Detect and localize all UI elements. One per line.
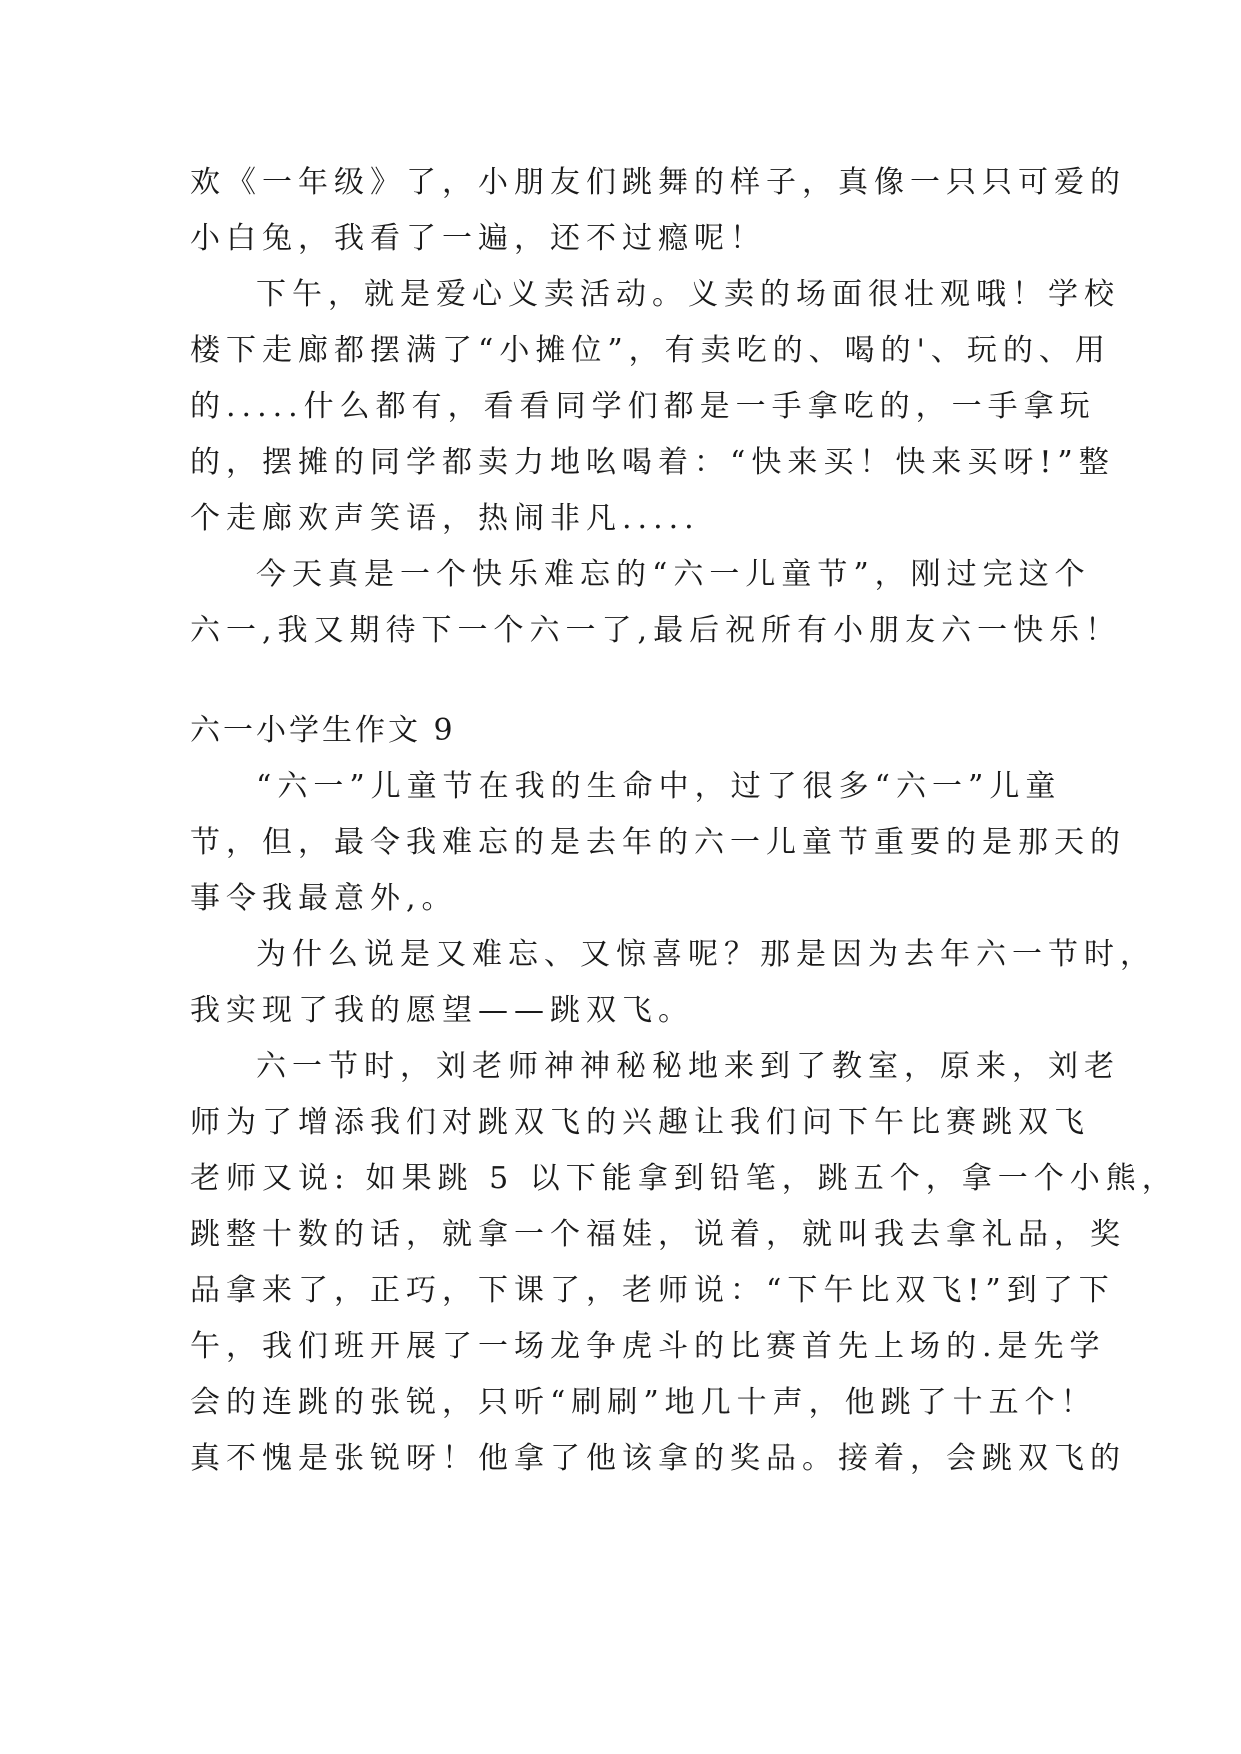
- text-line: 真不愧是张锐呀！他拿了他该拿的奖品。接着，会跳双飞的: [190, 1441, 1126, 1476]
- section-gap: [190, 659, 1060, 703]
- text-line: 节，但，最令我难忘的是去年的六一儿童节重要的是那天的: [190, 825, 1126, 860]
- document-page: [190, 155, 1178, 1487]
- text-line: 六一节时，刘老师神神秘秘地来到了教室，原来，刘老: [256, 1049, 1120, 1084]
- text-line: 欢《一年级》了，小朋友们跳舞的样子，真像一只只可爱的: [190, 165, 1126, 200]
- text-line: 师为了增添我们对跳双飞的兴趣让我们问下午比赛跳双飞: [190, 1105, 1090, 1140]
- text-line: 下午，就是爱心义卖活动。义卖的场面很壮观哦！学校: [256, 277, 1120, 312]
- text-line: “六一”儿童节在我的生命中，过了很多“六一”儿童: [256, 769, 1062, 804]
- section-title: 六一小学生作文 9: [190, 713, 456, 748]
- text-line: 六一,我又期待下一个六一了,最后祝所有小朋友六一快乐！: [190, 613, 1122, 648]
- text-line: 品拿来了，正巧，下课了，老师说：“下午比双飞!”到了下: [190, 1273, 1115, 1308]
- text-line: 小白兔，我看了一遍，还不过瘾呢！: [190, 221, 766, 256]
- text-line: 我实现了我的愿望——跳双飞。: [190, 993, 694, 1028]
- text-line: 老师又说: 如果跳 5 以下能拿到铅笔，跳五个，拿一个小熊，: [190, 1161, 1178, 1196]
- text-line: 为什么说是又难忘、又惊喜呢？那是因为去年六一节时，: [256, 937, 1156, 972]
- text-line: 的，摆摊的同学都卖力地吆喝着：“快来买！快来买呀!”整: [190, 445, 1115, 480]
- text-line: 会的连跳的张锐，只听“刷刷”地几十声，他跳了十五个！: [190, 1385, 1097, 1420]
- text-line: 楼下走廊都摆满了“小摊位”，有卖吃的、喝的'、玩的、用: [190, 333, 1111, 368]
- text-line: 今天真是一个快乐难忘的“六一儿童节”，刚过完这个: [256, 557, 1091, 592]
- text-line: 跳整十数的话，就拿一个福娃，说着，就叫我去拿礼品，奖: [190, 1217, 1126, 1252]
- text-line: 午，我们班开展了一场龙争虎斗的比赛首先上场的.是先学: [190, 1329, 1106, 1364]
- text-line: 的.....什么都有，看看同学们都是一手拿吃的，一手拿玩: [190, 389, 1096, 424]
- text-line: 个走廊欢声笑语，热闹非凡.....: [190, 501, 700, 536]
- text-line: 事令我最意外,。: [190, 881, 458, 916]
